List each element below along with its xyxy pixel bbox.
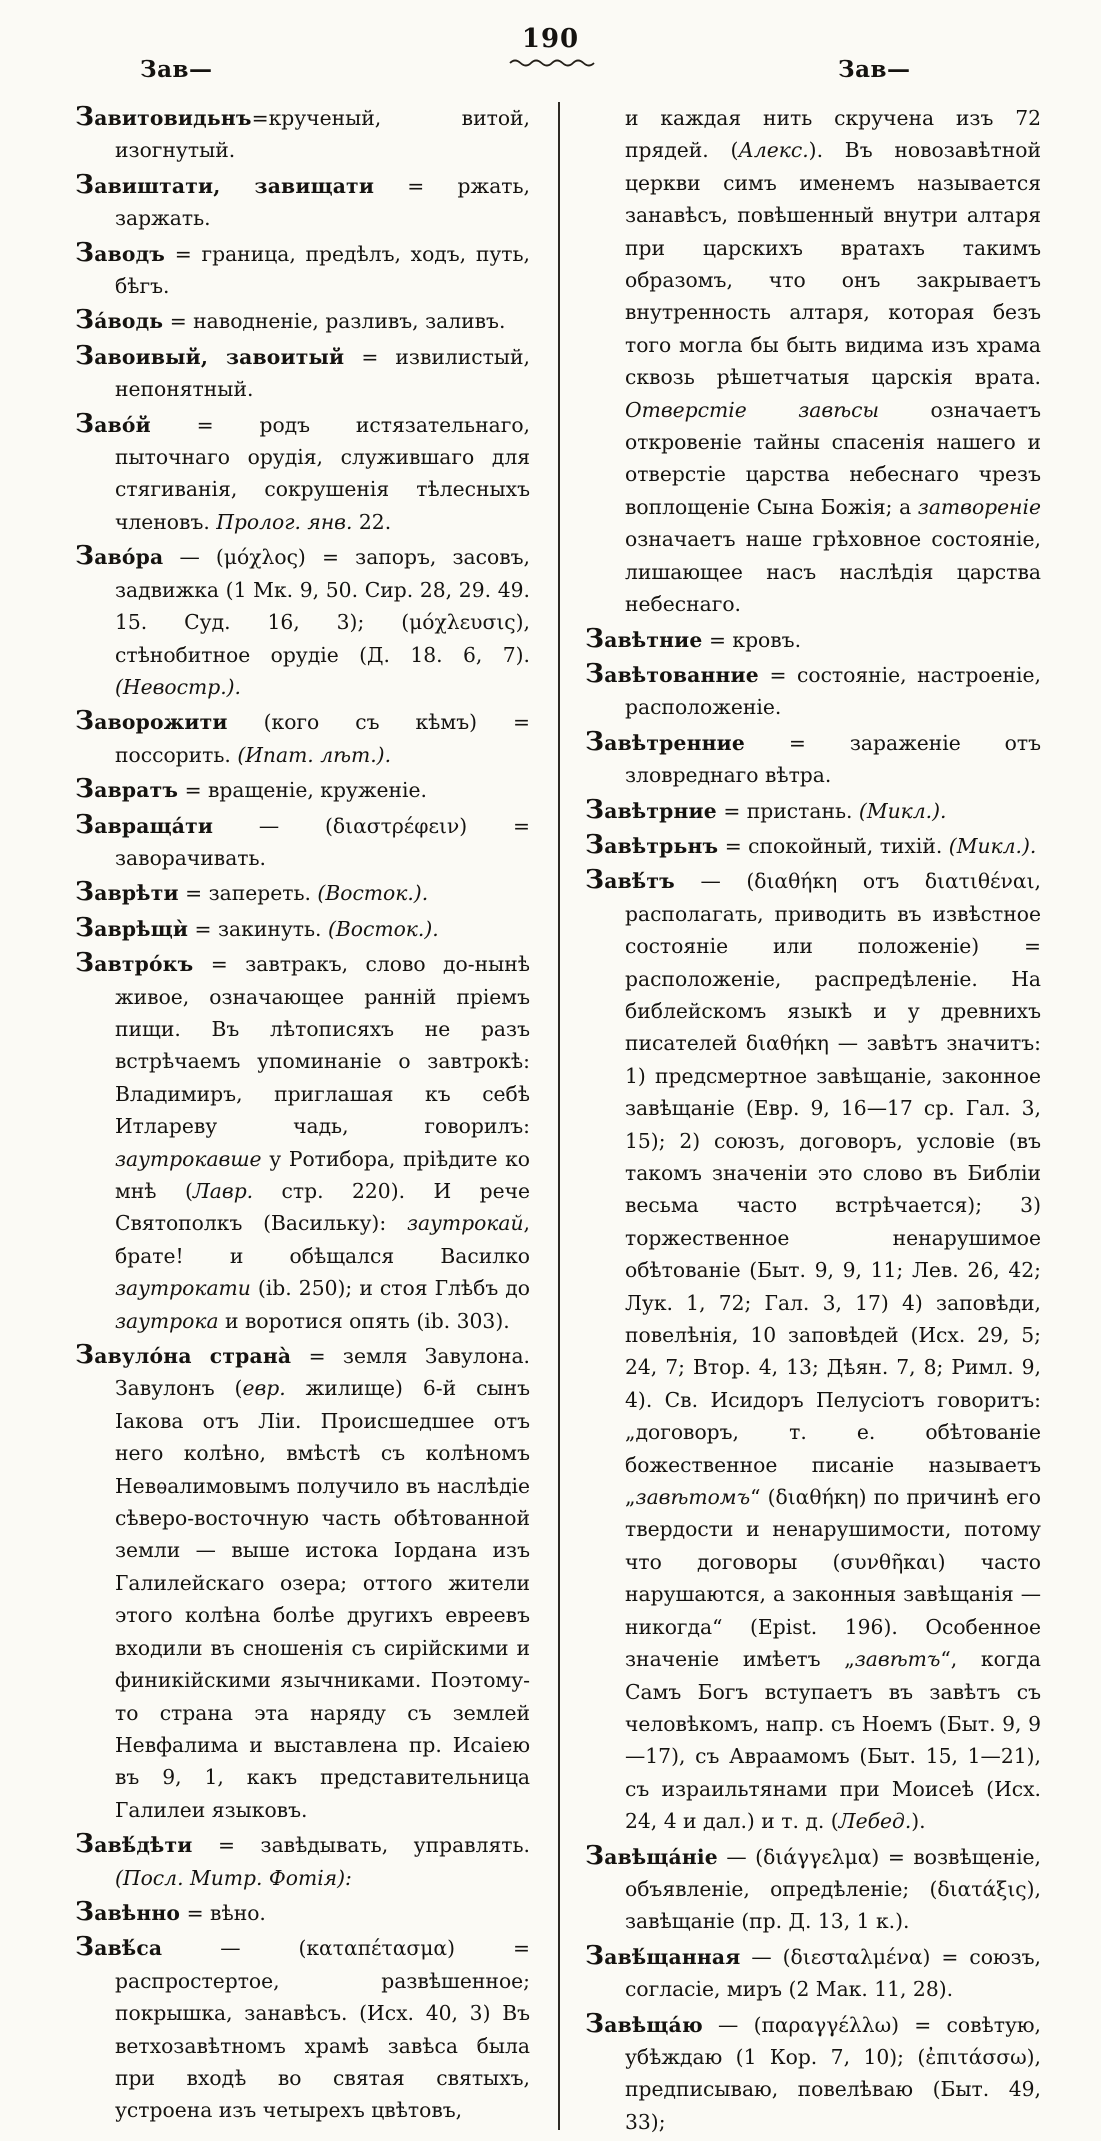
dictionary-entry xyxy=(75,774,530,806)
entry-text-italic: завѣтъ xyxy=(854,1647,941,1672)
entry-text: означаетъ откровеніе тайны спасенія нашего и отверстіе царства небеснаго чрезъ воплощеніе Сына Божія; а xyxy=(625,397,1041,519)
entry-text: = спокойный, тихій. xyxy=(718,833,949,858)
headword-initial: З xyxy=(585,1939,605,1971)
entry-text: = ржать, заржать. xyxy=(115,173,530,231)
entry-text: — (διεσταλμένα) = союзъ, согласіе, миръ (2 Мак. 11, 28). xyxy=(625,1944,1041,2002)
dictionary-entry xyxy=(585,1941,1041,2006)
entry-text: = вѣно. xyxy=(180,1900,266,1925)
entry-text-italic: Отверстіе завѣсы xyxy=(625,397,879,422)
entry-text: стр. 220). И рече Святополкъ (Васильку): xyxy=(115,1179,530,1236)
entry-text-italic: завѣтомъ xyxy=(635,1485,751,1510)
entry-text: = земля Завулона. Завулонъ ( xyxy=(115,1344,530,1401)
dictionary-entry xyxy=(585,659,1041,724)
entry-text: ). xyxy=(911,1809,926,1834)
entry-text: = граница, предѣлъ, ходъ, путь, бѣгъ. xyxy=(115,241,530,299)
entry-headword: Завитовидьнъ xyxy=(75,101,252,132)
headword-initial: З xyxy=(75,1931,95,1963)
dictionary-entry xyxy=(75,810,530,875)
headword-initial: З xyxy=(75,876,95,908)
page-number: 190 xyxy=(521,24,580,54)
entry-text: = кровъ. xyxy=(702,627,802,652)
headword-initial: З xyxy=(75,101,95,132)
dictionary-entry xyxy=(585,2009,1041,2139)
dictionary-entry xyxy=(585,795,1041,827)
entry-text-italic: (Посл. Митр. Фотія): xyxy=(115,1865,352,1890)
headword-initial: З xyxy=(75,407,95,439)
right-column xyxy=(560,102,1041,2141)
headword-initial: З xyxy=(585,2007,605,2039)
entry-text: — (διαθήκη отъ διατιθέναι, располагать, приводить въ извѣстное состояніе или положеніе) = расположеніе, распредѣленіе. На библейскомъ языкѣ и у древнихъ писателей διαθήκη — завѣтъ значитъ: 1) предсмертное завѣщаніе, законное завѣщаніе (Евр. 9, 16—17 ср. Гал. 3, 15); 2) союзъ, договоръ, условіе (въ такомъ значеніи это слово въ Библіи весьма часто встрѣчается); 3) торжественное ненарушимое обѣтованіе (Быт. 9, 9, 11; Лев. 26, 42; Лук. 1, 72; Гал. 3, 17) 4) заповѣди, повелѣнія, 10 заповѣдей (Исх. 29, 5; 24, 7; Втор. 4, 13; Дѣян. 7, 8; Римл. 9, 4). Св. Исидоръ Пелусіотъ говоритъ: „договоръ, т. е. обѣтованіе божественное писаніе называетъ „ xyxy=(625,869,1041,1510)
entry-headword: Завраща́ти xyxy=(75,808,214,840)
text-columns xyxy=(75,102,1043,2141)
entry-headword: Заво́й xyxy=(75,407,151,439)
entry-text-italic: затвореніе xyxy=(917,494,1041,519)
headword-initial: З xyxy=(75,808,95,840)
entry-headword: Завѣтованние xyxy=(585,657,759,689)
entry-headword: Завѣтрние xyxy=(585,793,717,825)
dictionary-entry xyxy=(75,305,530,337)
dictionary-entry xyxy=(75,409,530,539)
entry-text: = пристань. xyxy=(716,798,859,823)
entry-headword: Заврѣти xyxy=(75,876,179,908)
dictionary-entry xyxy=(75,541,530,703)
headword-initial: З xyxy=(585,1839,605,1871)
entry-headword: Завѣ́дѣти xyxy=(75,1828,193,1860)
entry-text-italic: (Ипат. лѣт.). xyxy=(237,742,392,767)
dictionary-entry xyxy=(585,624,1041,656)
entry-text: = извилистый, непонятный. xyxy=(115,344,530,402)
dictionary-entry xyxy=(75,1897,530,1929)
headword-initial: З xyxy=(75,168,95,200)
entry-text: и воротися опять (ib. 303). xyxy=(218,1308,510,1333)
entry-headword: Завоивый, завоитый xyxy=(75,339,345,371)
entry-headword: Завѣтние xyxy=(585,622,703,654)
entry-text-italic: заутрокай xyxy=(406,1211,524,1236)
dictionary-entry xyxy=(585,830,1041,862)
left-column xyxy=(75,102,560,2130)
entry-headword: Завѣтрьнъ xyxy=(585,828,719,860)
entry-text: = зараженіе отъ зловреднаго вѣтра. xyxy=(625,730,1041,788)
dictionary-entry xyxy=(75,341,530,406)
headword-initial: З xyxy=(75,705,95,737)
headword-initial: З xyxy=(585,622,605,654)
headword-initial: З xyxy=(75,911,95,943)
entry-text-italic: Лавр. xyxy=(192,1179,254,1203)
entry-headword: Заворожити xyxy=(75,705,228,737)
dictionary-entry xyxy=(75,877,530,909)
entry-text: жилище) 6-й сынъ Іакова отъ Ліи. Происшедшее отъ него колѣно, вмѣстѣ съ колѣномъ Невѳалимовымъ получило въ наслѣдіе сѣверо-восточную часть обѣтованной земли — выше истока Іордана изъ Галилейскаго озера; оттого жители этого колѣна болѣе другихъ евреевъ входили въ сношенія съ сирійскими и финикійскими язычниками. Поэтому-то страна эта наряду съ землей Невфалима и выставлена пр. Исаіею въ 9, 1, какъ представительница Галилеи языковъ. xyxy=(115,1376,530,1822)
entry-headword: Завтро́къ xyxy=(75,947,194,979)
entry-text: “ (διαθήκη) по причинѣ его твердости и ненарушимости, потому что договоры (συνθῆκαι) часто нарушаются, а законныя завѣщанія — никогда“ (Epist. 196). Особенное значеніе имѣетъ „ xyxy=(625,1485,1041,1672)
headword-initial: З xyxy=(75,1828,95,1860)
headword-initial: З xyxy=(75,947,95,979)
entry-text-italic: (Микл.). xyxy=(858,798,947,823)
dictionary-entry xyxy=(75,1340,530,1826)
headword-initial: З xyxy=(75,1339,95,1371)
entry-headword: Завѣ́щанная xyxy=(585,1939,741,1971)
headword-initial: З xyxy=(75,540,95,572)
headword-initial: З xyxy=(75,1895,95,1927)
entry-headword: За́водь xyxy=(75,304,164,336)
entry-text: — (παραγγέλλω) = совѣтую, убѣждаю (1 Кор. 7, 10); (ἐπιτάσσω), предписываю, повелѣваю (Быт. 49, 33); xyxy=(625,2012,1041,2134)
entry-headword: Завѣща́ніе xyxy=(585,1839,718,1871)
dictionary-entry xyxy=(75,102,530,167)
entry-text: = завѣдывать, управлять. xyxy=(192,1833,530,1858)
entry-text-italic: заутрокавше xyxy=(115,1146,262,1171)
entry-headword: Завѣтренние xyxy=(585,725,746,757)
entry-text: = завтракъ, слово до-нынѣ живое, означающее ранній пріемъ пищи. Въ лѣтописяхъ не разъ встрѣчаемъ упоминаніе о завтрокѣ: Владимиръ, приглашая къ себѣ Итлареву чадь, говорилъ: xyxy=(115,952,530,1139)
entry-headword: Завиштати, завищати xyxy=(75,168,375,200)
entry-text: у Ротибора, пріѣдите ко мнѣ ( xyxy=(115,1146,530,1203)
entry-text: ). Въ новозавѣтной церкви симъ именемъ называется занавѣсъ, повѣшенный внутри алтаря при царскихъ вратахъ такимъ образомъ, что онъ закрываетъ внутренность алтаря, которая безъ того могла бы быть видима изъ храма сквозь рѣшетчатыя царскія врата. xyxy=(625,138,1042,390)
entry-text: 22. xyxy=(352,509,392,534)
headword-initial: З xyxy=(585,828,605,860)
entry-text: = запереть. xyxy=(178,881,318,906)
dictionary-entry xyxy=(75,948,530,1337)
entry-text: , брате! и обѣщался Василко xyxy=(115,1211,530,1268)
running-head-left: Зав— xyxy=(140,56,213,83)
entry-text: = вращеніе, круженіе. xyxy=(178,778,427,803)
entry-text: (ib. 250); и стоя Глѣбъ до xyxy=(250,1276,530,1301)
entry-headword: Завуло́на страна̀ xyxy=(75,1339,292,1371)
entry-text: = закинуть. xyxy=(188,916,328,941)
entry-text: означаетъ наше грѣховное состояніе, лишающее насъ наслѣдія царства небеснаго. xyxy=(625,527,1041,617)
entry-text: = родъ истязательнаго, пыточнаго орудія, служившаго для стягиванія, сокрушенія тѣлесныхъ членовъ. xyxy=(115,412,530,534)
dictionary-entry xyxy=(75,1932,530,2126)
dictionary-entry xyxy=(75,913,530,945)
entry-text: — (διάγγελμα) = возвѣщеніе, объявленіе, опредѣленіе; (διατάξις), завѣщаніе (пр. Д. 13, 1 к.). xyxy=(625,1844,1041,1934)
headword-initial: З xyxy=(75,773,95,805)
entry-headword: Заво́ра xyxy=(75,540,164,572)
entry-text-italic: заутрокати xyxy=(115,1276,251,1301)
headword-initial: З xyxy=(585,725,605,757)
entry-text: — (μόχλος) = запоръ, засовъ, задвижка (1 Мк. 9, 50. Сир. 28, 29. 49. 15. Суд. 16, 3); (μόχλευσις), стѣнобитное орудіе (Д. 18. 6, 7). xyxy=(115,545,530,667)
entry-text: и каждая нить скручена изъ 72 прядей. ( xyxy=(625,106,1041,163)
squiggle-rule-icon xyxy=(507,58,595,68)
entry-text: = наводненіе, разливъ, заливъ. xyxy=(163,309,506,334)
entry-text-italic: заутрока xyxy=(115,1308,219,1333)
entry-headword: Завѣнно xyxy=(75,1895,181,1927)
entry-continuation xyxy=(585,102,1041,621)
entry-text: “, когда Самъ Богъ вступаетъ въ завѣтъ съ человѣкомъ, напр. съ Ноемъ (Быт. 9, 9—17), съ Авраамомъ (Быт. 15, 1—21), съ израильтянами при Моисеѣ (Исх. 24, 4 и дал.) и т. д. ( xyxy=(625,1647,1041,1834)
headword-initial: З xyxy=(585,864,605,896)
dictionary-entry xyxy=(75,1829,530,1894)
entry-text-italic: Алекс. xyxy=(738,138,809,163)
entry-headword: Завѣ́са xyxy=(75,1931,163,1963)
dictionary-entry xyxy=(75,238,530,303)
dictionary-entry xyxy=(585,1841,1041,1938)
entry-text-italic: Лебед. xyxy=(838,1809,912,1834)
entry-headword: Завѣ́тъ xyxy=(585,864,675,896)
entry-text-italic: евр. xyxy=(242,1376,286,1401)
headword-initial: З xyxy=(75,339,95,371)
dictionary-entry xyxy=(585,727,1041,792)
headword-initial: З xyxy=(75,304,95,336)
dictionary-entry xyxy=(75,170,530,235)
headword-initial: З xyxy=(75,236,95,268)
entry-text: (кого съ кѣмъ) = поссорить. xyxy=(115,710,530,767)
entry-text-italic: (Микл.). xyxy=(948,833,1037,858)
dictionary-entry xyxy=(75,706,530,771)
entry-text: — (διαστρέφειν) = заворачивать. xyxy=(115,813,530,870)
entry-text-italic: (Восток.). xyxy=(327,916,439,941)
entry-text: — (καταπέτασμα) = распростертое, развѣшенное; покрышка, занавѣсъ. (Исх. 40, 3) Въ ветхозавѣтномъ храмѣ завѣса была при входѣ во святая святыхъ, устроена изъ четырехъ цвѣтовъ, xyxy=(115,1936,530,2123)
entry-text: =крученый, витой, изогнутый. xyxy=(115,106,530,163)
entry-text-italic: (Невостр.). xyxy=(115,674,241,699)
headword-initial: З xyxy=(585,793,605,825)
running-head-right: Зав— xyxy=(838,56,911,83)
dictionary-entry xyxy=(585,865,1041,1837)
entry-headword: Завратъ xyxy=(75,773,179,805)
entry-headword: Заводъ xyxy=(75,236,166,268)
entry-text-italic: Пролог. янв. xyxy=(216,509,353,534)
entry-headword: Завѣща́ю xyxy=(585,2007,703,2039)
entry-text: = состояніе, настроеніе, расположеніе. xyxy=(625,662,1041,720)
headword-initial: З xyxy=(585,657,605,689)
entry-text-italic: (Восток.). xyxy=(317,881,429,906)
entry-headword: Заврѣщѝ xyxy=(75,911,189,943)
